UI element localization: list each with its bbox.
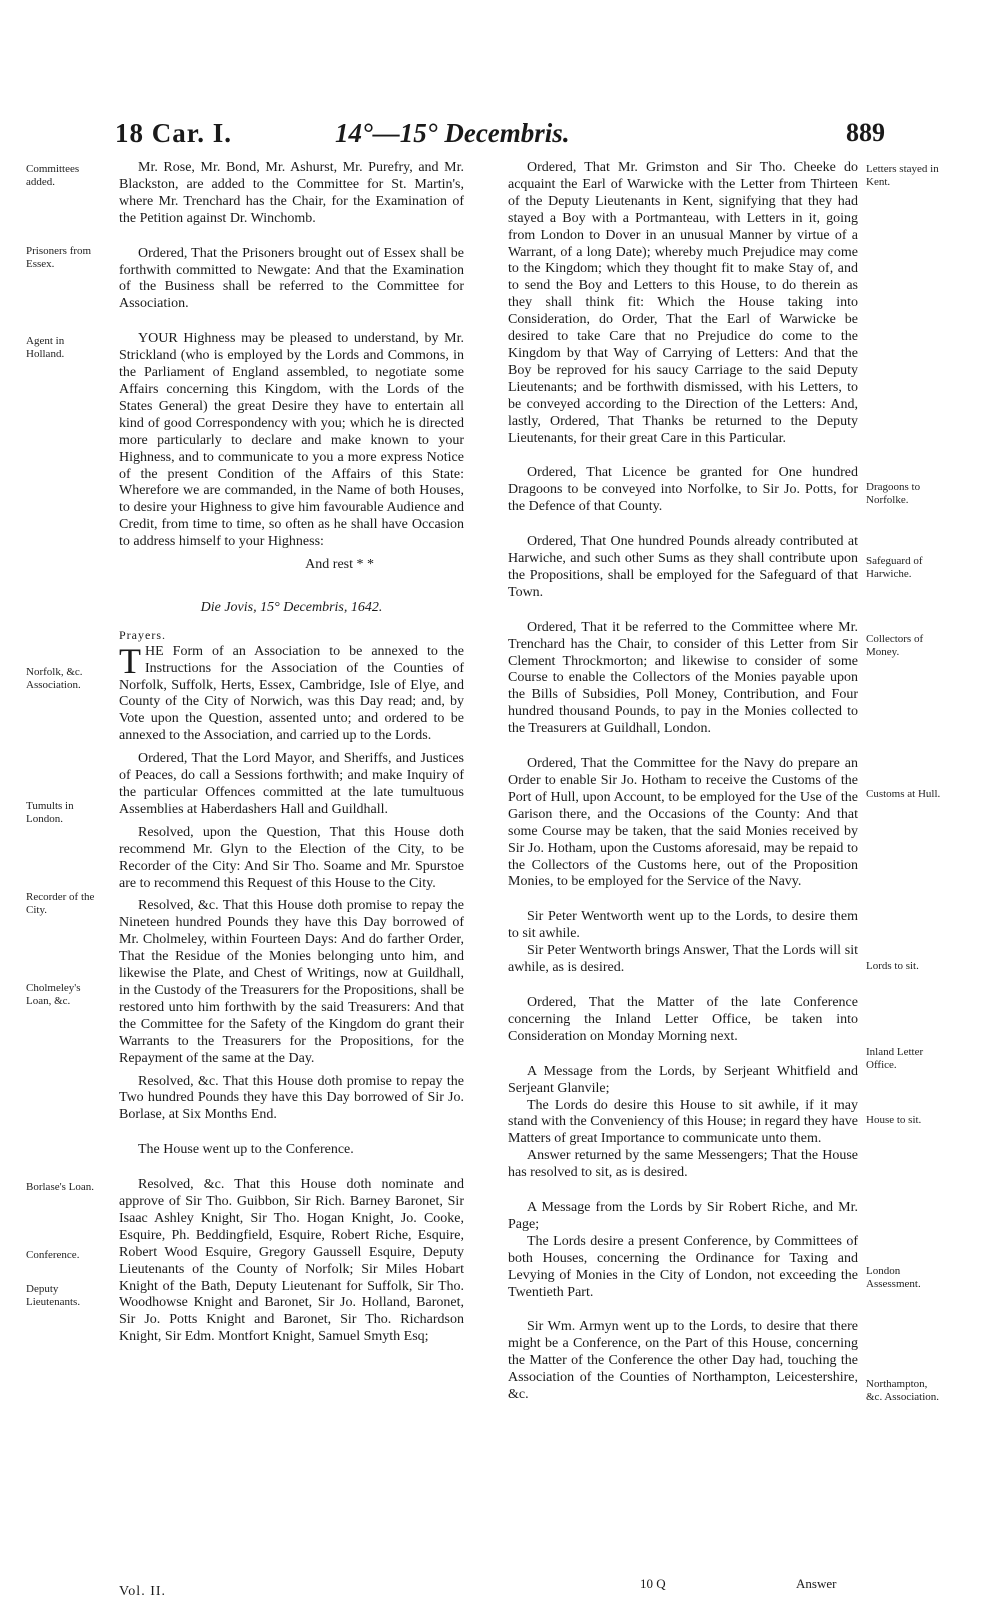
paragraph: Ordered, That the Committee for the Navy do prepare an Order to enable Sir Jo. Hotham to receive the Customs of the Port of Hull, upon Account, to be employed for the Use of the Garison there, and the Occasions of the County: And that some Course may be taken, that the said Monies received by Sir Jo. Hotham, upon the Customs aforesaid, may be repaid to the Collectors of the Customs here, out of the Proposition Monies, to be employed for the Service of the Navy.	[508, 756, 858, 890]
margin-note: Conference.	[26, 1249, 80, 1261]
margin-note: Safeguard of Harwiche.	[866, 555, 923, 580]
margin-note: Tumults in London.	[26, 800, 74, 825]
margin-note: Lords to sit.	[866, 960, 919, 972]
paragraph: Ordered, That Licence be granted for One hundred Dragoons to be conveyed into Norfolke, to Sir Jo. Potts, for the Defence of that County.	[508, 465, 858, 515]
margin-note: Committees added.	[26, 163, 80, 188]
paragraph: Ordered, That One hundred Pounds already contributed at Harwiche, and such other Sums as they shall contribute upon the Propositions, shall be employed for the Safeguard of that Town.	[508, 534, 858, 600]
margin-note: House to sit.	[866, 1114, 922, 1126]
paragraph: Resolved, &c. That this House doth promise to repay the Nineteen hundred Pounds they have this Day borrowed of Mr. Cholmeley, within Fourteen Days: And do farther Order, That the Residue of the Monies belonging unto him, and likewise the Plate, and Chest of Writings, now at Guildhall, in the Custody of the Treasurers for the Propositions, shall be restored unto him forthwith by the said Treasurers: And that the Committee for the Safety of the Kingdom do grant their Warrants to the Treasurers for the Propositions, for the Repayment of the same at the Day.	[119, 898, 464, 1066]
right-column	[508, 160, 858, 1410]
paragraph: Ordered, That Mr. Grimston and Sir Tho. Cheeke do acquaint the Earl of Warwicke with the Letter from Thirteen of the Deputy Lieutenants in Kent, signifying that they had stayed a Boy with a Portmanteau, with Letters in it, going from London to Dover in an unusual Manner by virtue of a Warrant, of a long Date); whereby much Prejudice may come to the Kingdom; which they thought fit to make Stay of, and to send the Boy and Letters to this House, to do therein as they shall think fit: Which the House taking into Consideration, do Order, That the Earl of Warwicke be desired to take Care that no Prejudice do come to the Kingdom by that Way of Carrying of Letters: And that the Boy be reproved for his saucy Carriage to the said Deputy Lieutenants; and be forthwith dismissed, with his Letters, to be conveyed according to the Direction of the Letters: And, lastly, Ordered, That Thanks be returned to the Deputy Lieutenants, for their great Care in this Particular.	[508, 160, 858, 446]
paragraph: Resolved, upon the Question, That this House doth recommend Mr. Glyn to the Election of the City, to be Recorder of the City: And Sir Tho. Soame and Mr. Spurstoe are to recommend this Request of this House to the City.	[119, 824, 464, 891]
regnal-year: 18 Car. I.	[115, 118, 233, 148]
margin-note: Dragoons to Norfolke.	[866, 481, 921, 506]
page-number: 889	[846, 118, 885, 147]
date-heading: Die Jovis, 15° Decembris, 1642.	[200, 599, 383, 615]
date-range: 14°—15° Decembris.	[335, 118, 570, 148]
paragraph: Resolved, &c. That this House doth promise to repay the Two hundred Pounds they have this Day borrowed of Sir Jo. Borlase, at Six Months End.	[119, 1073, 464, 1123]
volume-label: Vol. II.	[119, 1584, 167, 1599]
margin-note: Letters stayed in Kent.	[866, 163, 939, 188]
paragraph: Sir Peter Wentworth went up to the Lords, to desire them to sit awhile. Sir Peter Wentworth brings Answer, That the Lords will sit awhile, as is desired.	[508, 909, 858, 976]
catchword: Answer	[796, 1576, 837, 1591]
paragraph: A Message from the Lords by Sir Robert Riche, and Mr. Page; The Lords desire a present Conference, by Committees of both Houses, concerning the Ordinance for Taxing and Levying of Monies in the City of London, not exceeding the Twentieth Part.	[508, 1200, 858, 1300]
margin-note: Deputy Lieutenants.	[26, 1283, 81, 1308]
left-column	[119, 160, 464, 1352]
paragraph: Ordered, That the Matter of the late Conference concerning the Inland Letter Office, be taken into Consideration on Monday Morning next.	[508, 994, 858, 1044]
margin-note: Recorder of the City.	[26, 891, 95, 916]
paragraph: Mr. Rose, Mr. Bond, Mr. Ashurst, Mr. Purefry, and Mr. Blackston, are added to the Committee for St. Martin's, where Mr. Trenchard has the Chair, for the Examination of the Petition against Dr. Winchomb.	[119, 160, 464, 226]
margin-note: Borlase's Loan.	[26, 1181, 94, 1193]
signature-mark: 10 Q	[640, 1576, 666, 1591]
margin-note: Prisoners from Essex.	[26, 245, 92, 270]
margin-note: Customs at Hull.	[866, 788, 941, 800]
paragraph: Resolved, &c. That this House doth nominate and approve of Sir Tho. Guibbon, Sir Rich. Barney Baronet, Sir Isaac Ashley Knight, Sir Tho. Hogan Knight, Jo. Cooke, Esquire, Ph. Beddingfield, Esquire, Robert Riche, Esquire, Robert Wood Esquire, Gregory Gaussell Esquire, Deputy Lieutenants of the County of Norfolk; Sir Miles Hobart Knight of the Bath, Deputy Lieutenant for Suffolk, Sir Tho. Woodhowse Knight and Baronet, Sir Jo. Holland, Baronet, Sir Jo. Potts Knight and Baronet, Sir Tho. Richardson Knight, Sir Edm. Montfort Knight, Samuel Smyth Esq;	[119, 1177, 464, 1345]
margin-note: Collectors of Money.	[866, 633, 924, 658]
prayers-heading: Prayers.	[119, 627, 166, 642]
paragraph: Ordered, That the Prisoners brought out of Essex shall be forthwith committed to Newgate: And that the Examination of the Business shall be referred to the Committee for Association.	[119, 245, 464, 312]
margin-note: Norfolk, &c. Association.	[26, 666, 83, 691]
margin-note: Inland Letter Office.	[866, 1046, 924, 1071]
and-rest: And rest * *	[305, 557, 374, 573]
margin-note: Agent in Holland.	[26, 335, 65, 360]
paragraph: The House went up to the Conference.	[138, 1142, 354, 1158]
drop-cap: T	[119, 640, 141, 681]
page-header	[0, 118, 992, 158]
margin-note: Cholmeley's Loan, &c.	[26, 982, 81, 1007]
margin-note: Northampton, &c. Association.	[866, 1378, 940, 1403]
margin-note: London Assessment.	[866, 1265, 921, 1290]
paragraph: YOUR Highness may be pleased to understand, by Mr. Strickland (who is employed by the Lords and Commons, in the Parliament of England assembled, to negotiate some Affairs concerning this Kingdom, with the Lords of the States General) the great Desire they have to entertain all kind of good Correspondency with you; which he is directed more particularly to declare and make known to your Highness, and to communicate to you a more express Notice of the present Condition of the Affairs of this State: Wherefore we are commanded, in the Name of both Houses, to desire your Highness to give him favourable Audience and Credit, from time to time, so often as he shall have Occasion to address himself to your Highness:	[119, 331, 464, 550]
paragraph: Ordered, That the Lord Mayor, and Sheriffs, and Justices of Peaces, do call a Sessions forthwith; and make Inquiry of the particular Offences committed at the late tumultuous Assemblies at Haberdashers Hall and Guildhall.	[119, 751, 464, 817]
paragraph: A Message from the Lords, by Serjeant Whitfield and Serjeant Glanvile; The Lords do desire this House to sit awhile, if it may stand with the Conveniency of this House; in regard they have Matters of great Importance to communicate unto them. Answer returned by the same Messengers; That the House has resolved to sit, as is desired.	[508, 1063, 858, 1181]
paragraph: Ordered, That it be referred to the Committee where Mr. Trenchard has the Chair, to consider of this Letter from Sir Clement Throckmorton; and likewise to consider of some Course to enable the Collectors of the Monies payable upon the Bills of Subsidies, Poll Money, Contribution, and Four hundred thousand Pounds, to pay in the Monies collected to the Treasurers at Guildhall, London.	[508, 619, 858, 737]
paragraph: T HE Form of an Association to be annexed to the Instructions for the Association of the Counties of Norfolk, Suffolk, Herts, Essex, Cambridge, Isle of Elye, and County of the City of Norwich, was this Day read; and, by Vote upon the Question, assented unto; and ordered to be annexed to the Association, and carried up to the Lords.	[119, 640, 464, 744]
paragraph: Sir Wm. Armyn went up to the Lords, to desire that there might be a Conference, on the Part of this House, concerning the Matter of the Conference the other Day had, touching the Association of the Counties of Northampton, Leicestershire, &c.	[508, 1319, 858, 1403]
